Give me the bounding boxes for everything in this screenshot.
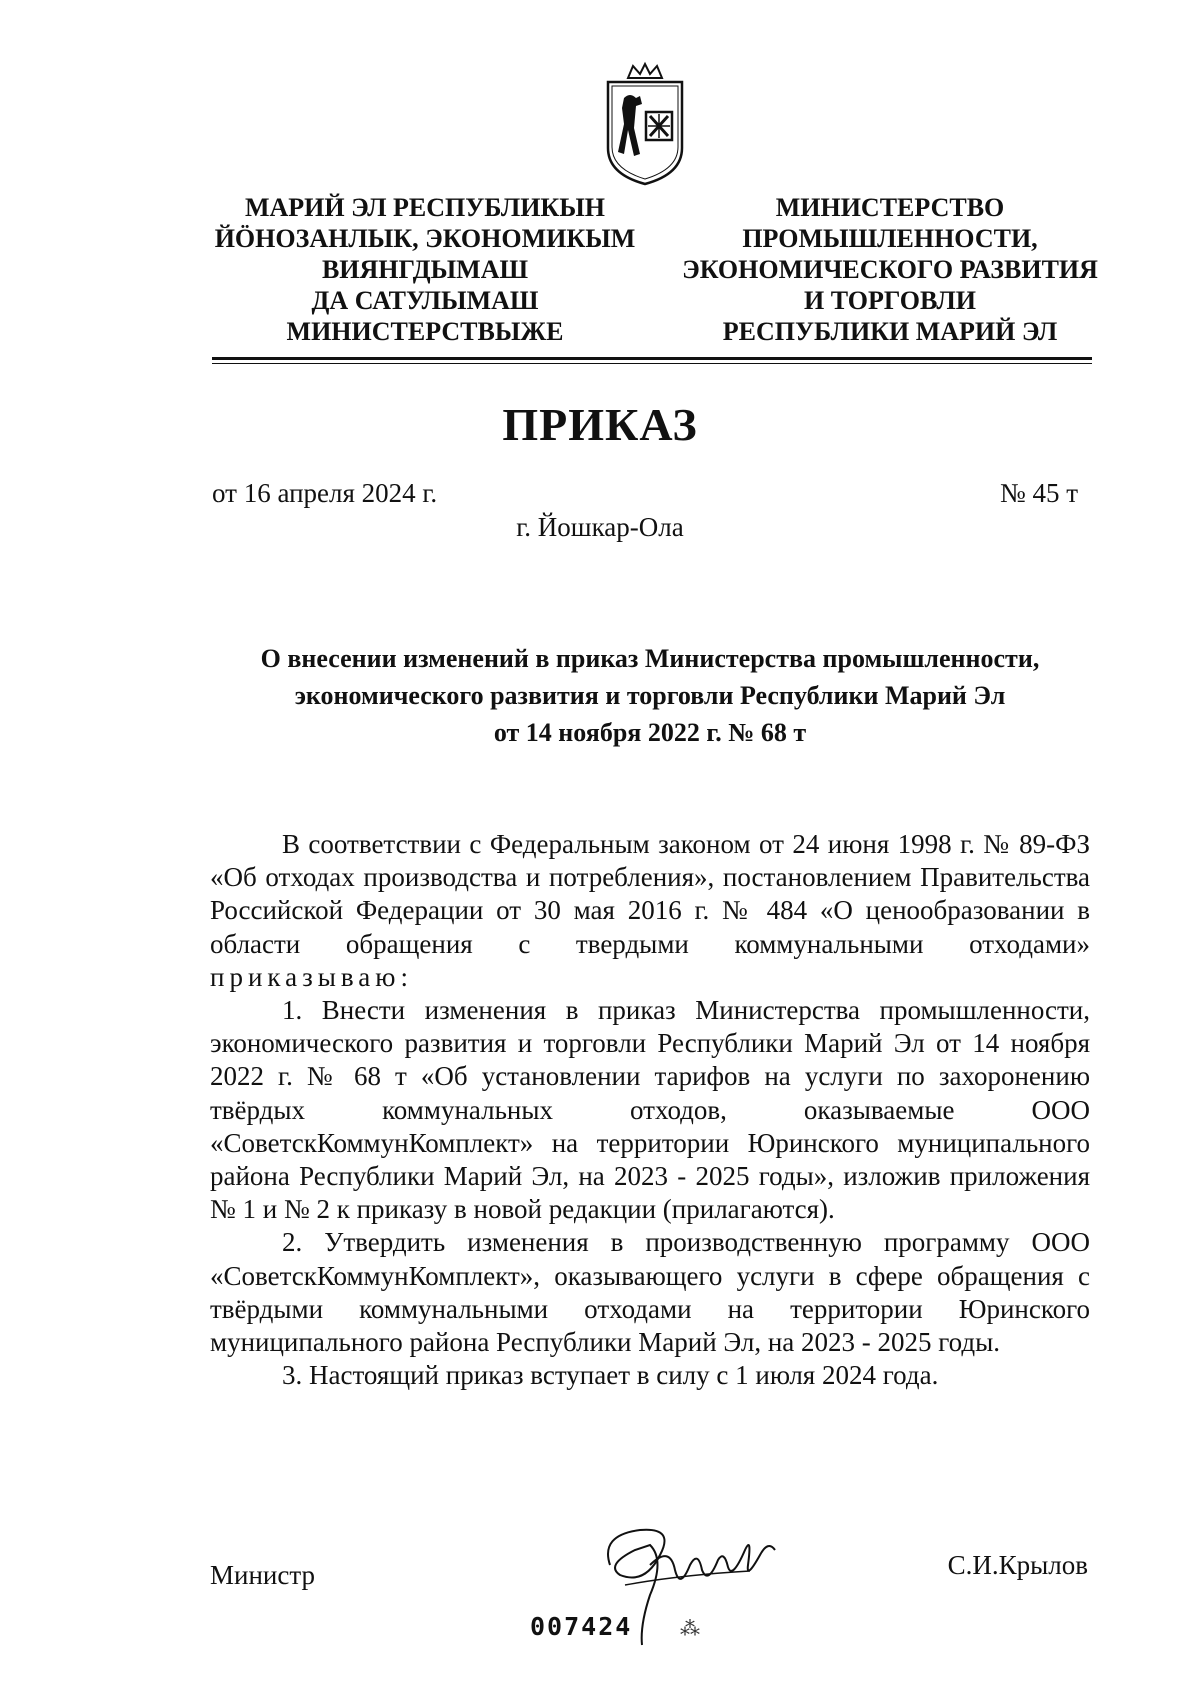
coat-of-arms-icon (600, 58, 690, 188)
item-2-paragraph: 2. Утвердить изменения в производственную программу ООО «СоветскКоммунКомплект», оказывающего услуги в сфере обращения с твёрдыми коммунальными отходами на территории Юринского муниципального района Республики Марий Эл, на 2023 - 2025 годы. (210, 1227, 1090, 1358)
header-right-line: РЕСПУБЛИКИ МАРИЙ ЭЛ (722, 317, 1058, 346)
header-left-line: ВИЯНГДЫМАШ (321, 255, 529, 284)
document-number: № 45 т (999, 478, 1078, 508)
header-left-line: ДА САТУЛЫМАШ (311, 286, 539, 315)
ministry-name-mari (205, 192, 645, 347)
subject-line: О внесении изменений в приказ Министерства промышленности, (260, 644, 1040, 673)
subject-line: от 14 ноября 2022 г. № 68 т (493, 718, 807, 747)
header-right-line: И ТОРГОВЛИ (804, 286, 976, 315)
document-city: г. Йошкар-Ола (516, 512, 684, 542)
document-body (210, 828, 1090, 1392)
header-right-line: МИНИСТЕРСТВО (775, 193, 1005, 222)
document-title: ПРИКАЗ (502, 399, 698, 450)
header-left-line: МИНИСТЕРСТВЫЖЕ (286, 317, 564, 346)
order-word: приказываю: (210, 961, 413, 992)
item-3-paragraph: 3. Настоящий приказ вступает в силу с 1 июля 2024 года. (282, 1360, 939, 1391)
header-right-line: ЭКОНОМИЧЕСКОГО РАЗВИТИЯ (682, 255, 1098, 284)
ministry-name-russian (665, 192, 1115, 347)
document-subject (200, 640, 1100, 751)
signatory-position: Министр (210, 1560, 315, 1590)
preamble-text: В соответствии с Федеральным законом от 24 июня 1998 г. № 89-ФЗ «Об отходах производства и потребления», постановлением Правительства Российской Федерации от 30 мая 2016 г. № 484 «О ценообразовании в области обращения с твердыми коммунальными отходами» (210, 829, 1090, 959)
header-left-line: МАРИЙ ЭЛ РЕСПУБЛИКЫН (244, 193, 606, 222)
preamble-paragraph (210, 828, 1090, 994)
header-right-line: ПРОМЫШЛЕННОСТИ, (742, 224, 1038, 253)
header-left-line: ЙӦНОЗАНЛЫК, ЭКОНОМИКЫМ (214, 224, 636, 253)
document-date: от 16 апреля 2024 г. (212, 478, 438, 508)
header-divider-thick (212, 357, 1092, 360)
subject-line: экономического развития и торговли Республики Марий Эл (294, 681, 1006, 710)
signatory-name: С.И.Крылов (947, 1550, 1088, 1580)
header-divider-thin (212, 363, 1092, 364)
footer-mark: ⁂ (680, 1618, 700, 1640)
document-serial-number: 007424 (530, 1612, 633, 1641)
item-1-paragraph: 1. Внести изменения в приказ Министерства промышленности, экономического развития и торговли Республики Марий Эл от 14 ноября 2022 г. № 68 т «Об установлении тарифов на услуги по захоронению твёрдых коммунальных отходов, оказываемые ООО «СоветскКоммунКомплект» на территории Юринского муниципального района Республики Марий Эл, на 2023 - 2025 годы», изложив приложения № 1 и № 2 к приказу в новой редакции (прилагаются). (210, 995, 1090, 1225)
